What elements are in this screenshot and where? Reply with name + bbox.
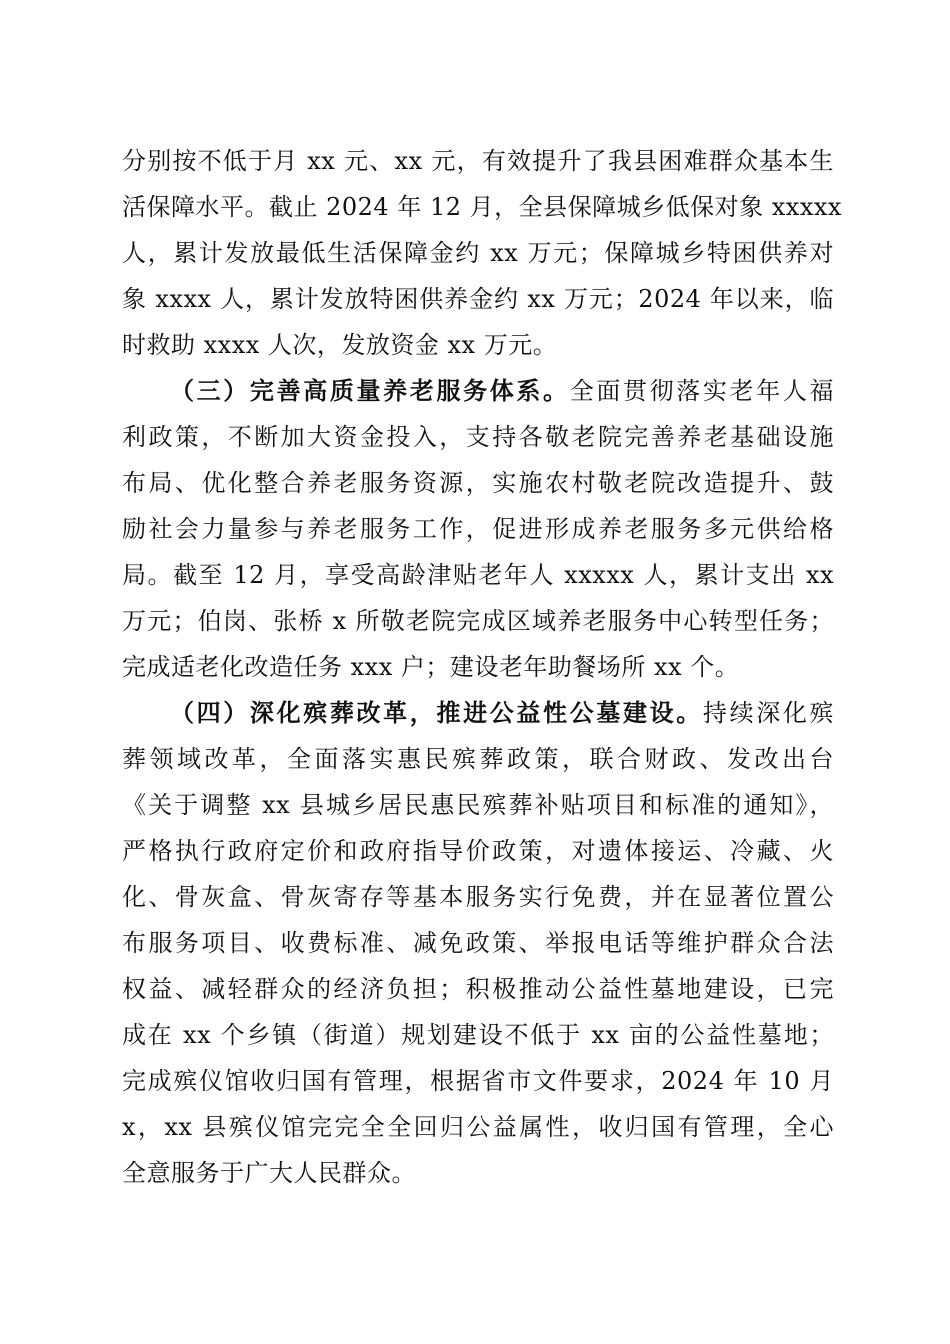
text-line: 局。截至 12 月，享受高龄津贴老年人 xxxxx 人，累计支出 xx <box>122 561 834 589</box>
text-line: 《关于调整 xx 县城乡居民惠民殡葬补贴项目和标准的通知》， <box>122 791 834 819</box>
heading-continuation: 持续深化殡 <box>702 699 835 727</box>
text-line: 化、骨灰盒、骨灰寄存等基本服务实行免费，并在显著位置公 <box>122 883 834 911</box>
text-line-first <box>122 690 834 736</box>
text-line: 万元；伯岗、张桥 x 所敬老院完成区域养老服务中心转型任务； <box>122 607 834 635</box>
text-line-first <box>122 368 834 414</box>
text-line: 人，累计发放最低生活保障金约 xx 万元；保障城乡特困供养对 <box>122 239 834 267</box>
section-heading-elderly-care: （三）完善高质量养老服务体系。 <box>170 376 570 405</box>
text-line: 励社会力量参与养老服务工作，促进形成养老服务多元供给格 <box>122 515 834 543</box>
text-line: 时救助 xxxx 人次，发放资金 xx 万元。 <box>122 331 558 359</box>
text-line: 严格执行政府定价和政府指导价政策，对遗体接运、冷藏、火 <box>122 837 834 865</box>
paragraph-subsistence-allowance <box>122 138 842 368</box>
paragraph-elderly-care <box>122 368 834 690</box>
text-line: 完成适老化改造任务 xxx 户；建设老年助餐场所 xx 个。 <box>122 653 740 681</box>
text-line: 分别按不低于月 xx 元、xx 元，有效提升了我县困难群众基本生 <box>122 147 834 175</box>
text-line: 全意服务于广大人民群众。 <box>122 1159 416 1187</box>
text-line: 利政策，不断加大资金投入，支持各敬老院完善养老基础设施 <box>122 423 834 451</box>
text-line: 活保障水平。截止 2024 年 12 月，全县保障城乡低保对象 xxxxx <box>122 193 842 221</box>
text-line: 布服务项目、收费标准、减免政策、举报电话等维护群众合法 <box>122 929 834 957</box>
text-line: 象 xxxx 人，累计发放特困供养金约 xx 万元；2024 年以来，临 <box>122 285 834 313</box>
text-line: 权益、减轻群众的经济负担；积极推动公益性墓地建设，已完 <box>122 975 834 1003</box>
text-line: 葬领域改革，全面落实惠民殡葬政策，联合财政、发改出台 <box>122 745 834 773</box>
heading-continuation: 全面贯彻落实老年人福 <box>569 377 834 405</box>
document-body <box>122 138 842 1196</box>
text-line: 成在 xx 个乡镇（街道）规划建设不低于 xx 亩的公益性墓地； <box>122 1021 834 1049</box>
text-line: x，xx 县殡仪馆完完全全回归公益属性，收归国有管理，全心 <box>122 1113 834 1141</box>
text-line: 完成殡仪馆收归国有管理，根据省市文件要求，2024 年 10 月 <box>122 1067 834 1095</box>
text-line: 布局、优化整合养老服务资源，实施农村敬老院改造提升、鼓 <box>122 469 834 497</box>
section-heading-funeral-reform: （四）深化殡葬改革，推进公益性公墓建设。 <box>170 698 703 727</box>
paragraph-funeral-reform <box>122 690 834 1196</box>
